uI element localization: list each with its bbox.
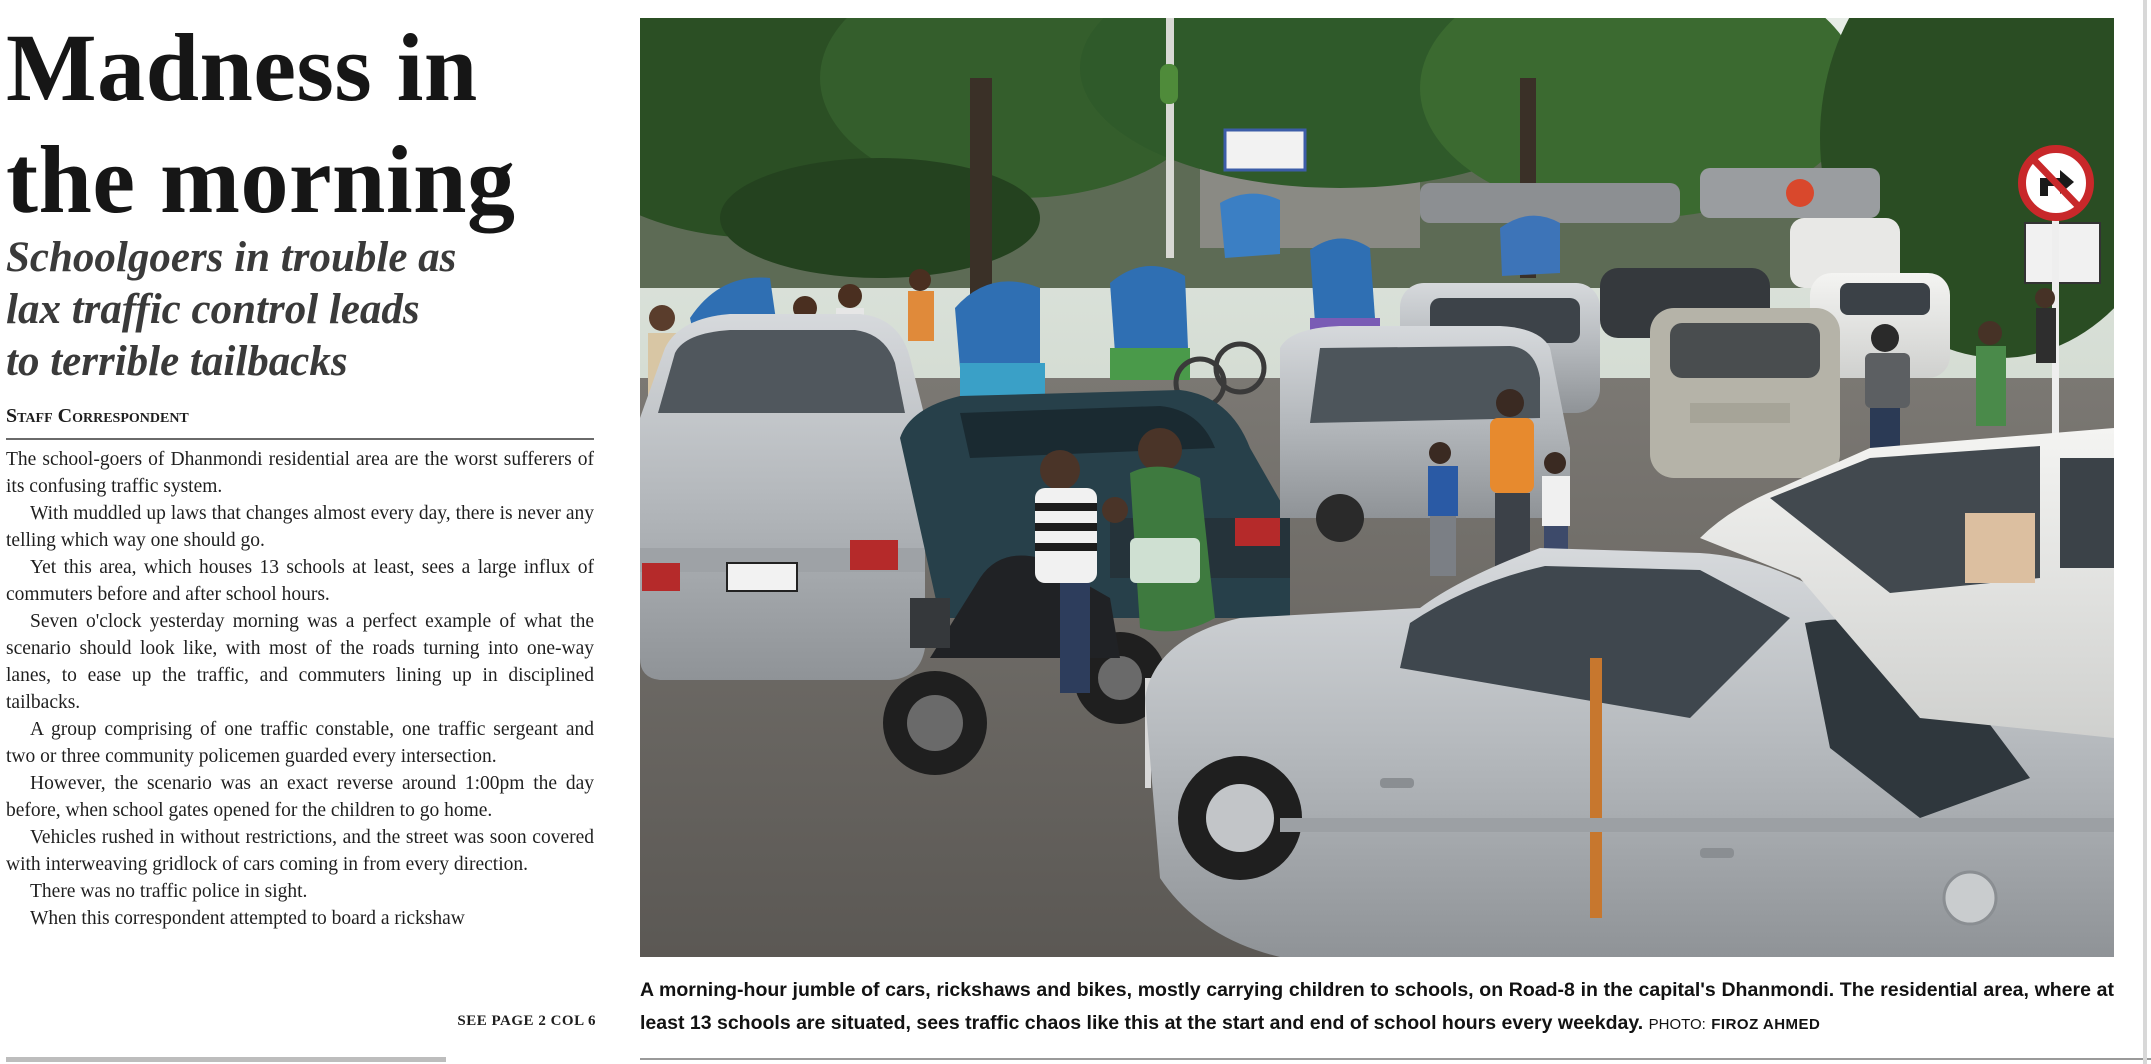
subheadline-line-2: lax traffic control leads xyxy=(6,286,420,333)
silver-sedan-left xyxy=(640,314,925,680)
article-paragraph: Seven o'clock yesterday morning was a perfect example of what the scenario should look like, with most of the roads turning into one-way lanes, to ease up the traffic, and commuters lining up in disciplined tailbacks. xyxy=(6,611,594,713)
continued-jump-line: SEE PAGE 2 COL 6 xyxy=(457,1013,596,1029)
article-paragraph: Yet this area, which houses 13 schools at least, sees a large influx of commuters before and after school hours. xyxy=(6,557,594,605)
article-paragraph: When this correspondent attempted to board a rickshaw xyxy=(30,908,465,929)
headline xyxy=(6,12,516,236)
photo-credit-label: PHOTO: xyxy=(1648,1016,1706,1033)
photo-caption xyxy=(640,974,2114,1041)
photo-credit-name: FIROZ AHMED xyxy=(1711,1016,1821,1033)
page-right-rule xyxy=(2143,0,2147,1064)
article-paragraph: The school-goers of Dhanmondi residential area are the worst sufferers of its confusing traffic system. xyxy=(6,449,594,497)
article-paragraph: Vehicles rushed in without restrictions, and the street was soon covered with interweaving gridlock of cars coming in from every direction. xyxy=(6,827,594,875)
headline-line-2: the morning xyxy=(6,126,516,233)
column-bottom-rule xyxy=(6,1057,446,1062)
article-paragraph: With muddled up laws that changes almost every day, there is never any telling which way one should go. xyxy=(6,503,594,551)
photo-bottom-rule xyxy=(640,1058,2151,1060)
article-paragraph: A group comprising of one traffic constable, one traffic sergeant and two or three community policemen guarded every intersection. xyxy=(6,719,594,767)
subheadline-line-1: Schoolgoers in trouble as xyxy=(6,234,457,281)
article-paragraph: However, the scenario was an exact reverse around 1:00pm the day before, when school gates opened for the children to go home. xyxy=(6,773,594,821)
caption-text: A morning-hour jumble of cars, rickshaws and bikes, mostly carrying children to schools, on Road-8 in the capital's Dhanmondi. The residential area, where at least 13 schools are situated, sees traffic chaos like this at the start and end of school hours every weekday. xyxy=(640,979,2114,1034)
news-photo xyxy=(640,18,2114,957)
article-column xyxy=(6,0,596,1064)
article-body xyxy=(6,446,594,932)
subheadline xyxy=(6,232,456,388)
headline-line-1: Madness in xyxy=(6,14,478,121)
article-paragraph: There was no traffic police in sight. xyxy=(30,881,308,902)
subheadline-line-3: to terrible tailbacks xyxy=(6,338,348,385)
byline: Staff Correspondent xyxy=(6,404,594,440)
